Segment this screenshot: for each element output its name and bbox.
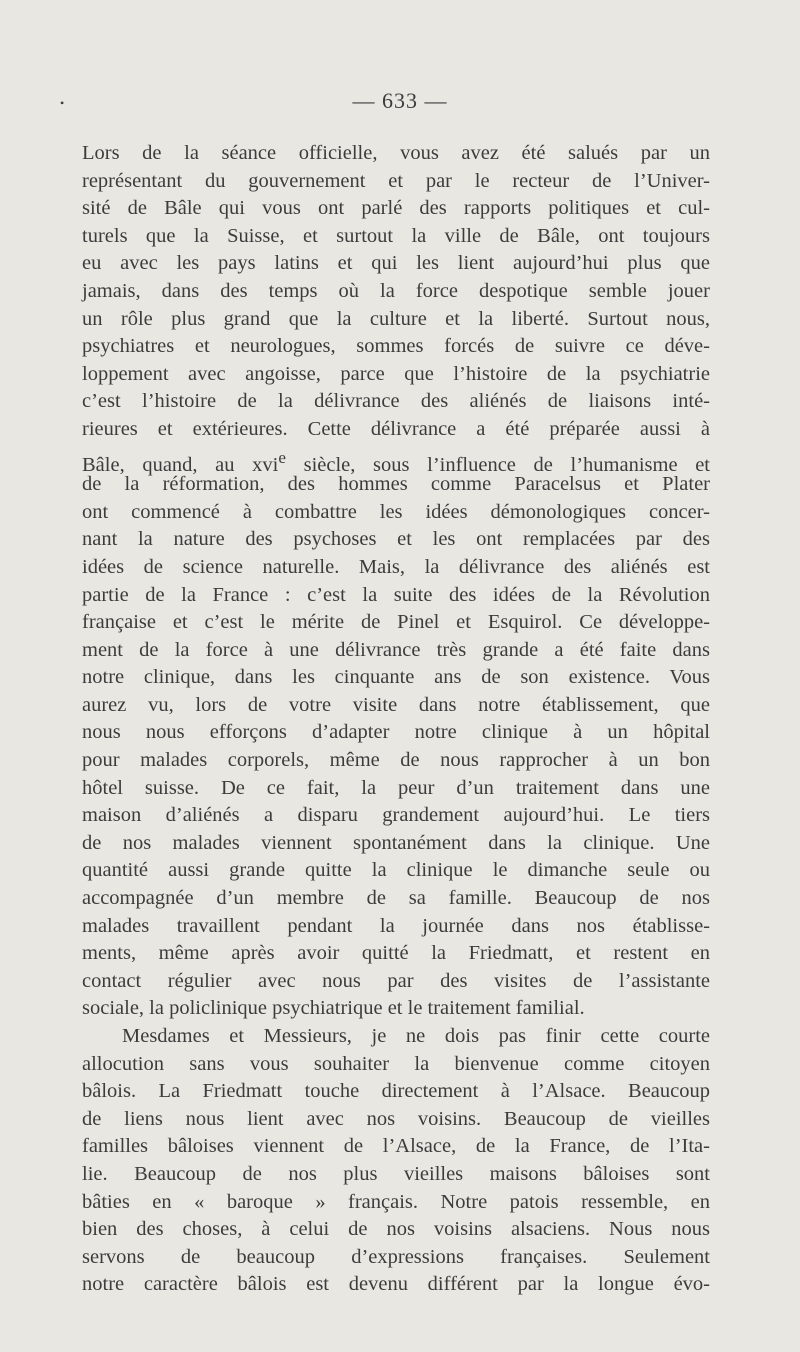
text-line: Lors de la séance officielle, vous avez été salués par un bbox=[82, 142, 710, 164]
body-text bbox=[82, 140, 710, 1299]
text-line: notre clinique, dans les cinquante ans de son existence. Vous bbox=[82, 666, 710, 689]
text-line: pour malades corporels, même de nous rapprocher à un bon bbox=[82, 749, 710, 772]
text-line: allocution sans vous souhaiter la bienvenue comme citoyen bbox=[82, 1052, 710, 1075]
text-line: c’est l’histoire de la délivrance des aliénés de liaisons inté- bbox=[82, 390, 710, 413]
text-line: psychiatres et neurologues, sommes forcés de suivre ce déve- bbox=[82, 335, 710, 358]
text-line: nous nous efforçons d’adapter notre clinique à un hôpital bbox=[82, 721, 710, 744]
text-line: partie de la France : c’est la suite des idées de la Révolution bbox=[82, 583, 710, 606]
text-line: Mesdames et Messieurs, je ne dois pas finir cette courte bbox=[122, 1025, 710, 1047]
text-line: familles bâloises viennent de l’Alsace, de la France, de l’Ita- bbox=[82, 1135, 710, 1158]
text-line: bâlois. La Friedmatt touche directement à l’Alsace. Beaucoup bbox=[82, 1080, 710, 1103]
paragraph bbox=[82, 1023, 710, 1299]
text-line: quantité aussi grande quitte la clinique le dimanche seule ou bbox=[82, 859, 710, 882]
text-line: jamais, dans des temps où la force despotique semble jouer bbox=[82, 279, 710, 302]
text-line: de nos malades viennent spontanément dans la clinique. Une bbox=[82, 831, 710, 854]
text-line: ments, même après avoir quitté la Friedmatt, et restent en bbox=[82, 942, 710, 965]
text-line: hôtel suisse. De ce fait, la peur d’un traitement dans une bbox=[82, 776, 710, 799]
text-line: nant la nature des psychoses et les ont remplacées par des bbox=[82, 528, 710, 551]
paragraph bbox=[82, 140, 710, 1023]
text-line: représentant du gouvernement et par le recteur de l’Univer- bbox=[82, 169, 710, 192]
page-number: — 633 — bbox=[352, 88, 448, 113]
stray-mark: • bbox=[60, 96, 65, 110]
text-line: de liens nous lient avec nos voisins. Beaucoup de vieilles bbox=[82, 1107, 710, 1130]
text-line: Bâle, quand, au xvi$^e$ siècle, sous l’influence de l’humanisme et bbox=[82, 447, 710, 476]
text-line: loppement avec angoisse, parce que l’histoire de la psychiatrie bbox=[82, 362, 710, 385]
text-line: lie. Beaucoup de nos plus vieilles maisons bâloises sont bbox=[82, 1162, 710, 1185]
text-line: servons de beaucoup d’expressions françaises. Seulement bbox=[82, 1245, 710, 1268]
text-line: ont commencé à combattre les idées démonologiques concer- bbox=[82, 500, 710, 523]
text-line: sociale, la policlinique psychiatrique et le traitement familial. bbox=[82, 997, 585, 1020]
text-line: notre caractère bâlois est devenu différent par la longue évo- bbox=[82, 1273, 710, 1296]
text-line: française et c’est le mérite de Pinel et Esquirol. Ce développe- bbox=[82, 611, 710, 634]
text-line: contact régulier avec nous par des visites de l’assistante bbox=[82, 969, 710, 992]
text-line: aurez vu, lors de votre visite dans notre établissement, que bbox=[82, 693, 710, 716]
text-line: bien des choses, à celui de nos voisins alsaciens. Nous nous bbox=[82, 1218, 710, 1241]
text-line: ment de la force à une délivrance très grande a été faite dans bbox=[82, 638, 710, 661]
text-line: accompagnée d’un membre de sa famille. Beaucoup de nos bbox=[82, 887, 710, 910]
text-line: idées de science naturelle. Mais, la délivrance des aliénés est bbox=[82, 555, 710, 578]
text-line: malades travaillent pendant la journée dans nos établisse- bbox=[82, 914, 710, 937]
text-line: turels que la Suisse, et surtout la ville de Bâle, ont toujours bbox=[82, 224, 710, 247]
text-line: un rôle plus grand que la culture et la liberté. Surtout nous, bbox=[82, 307, 710, 330]
text-line: bâties en « baroque » français. Notre patois ressemble, en bbox=[82, 1190, 710, 1213]
text-line: eu avec les pays latins et qui les lient aujourd’hui plus que bbox=[82, 252, 710, 275]
text-line: de la réformation, des hommes comme Paracelsus et Plater bbox=[82, 473, 710, 496]
text-line: maison d’aliénés a disparu grandement aujourd’hui. Le tiers bbox=[82, 804, 710, 827]
text-line: sité de Bâle qui vous ont parlé des rapports politiques et cul- bbox=[82, 197, 710, 220]
text-line: rieures et extérieures. Cette délivrance a été préparée aussi à bbox=[82, 417, 710, 440]
